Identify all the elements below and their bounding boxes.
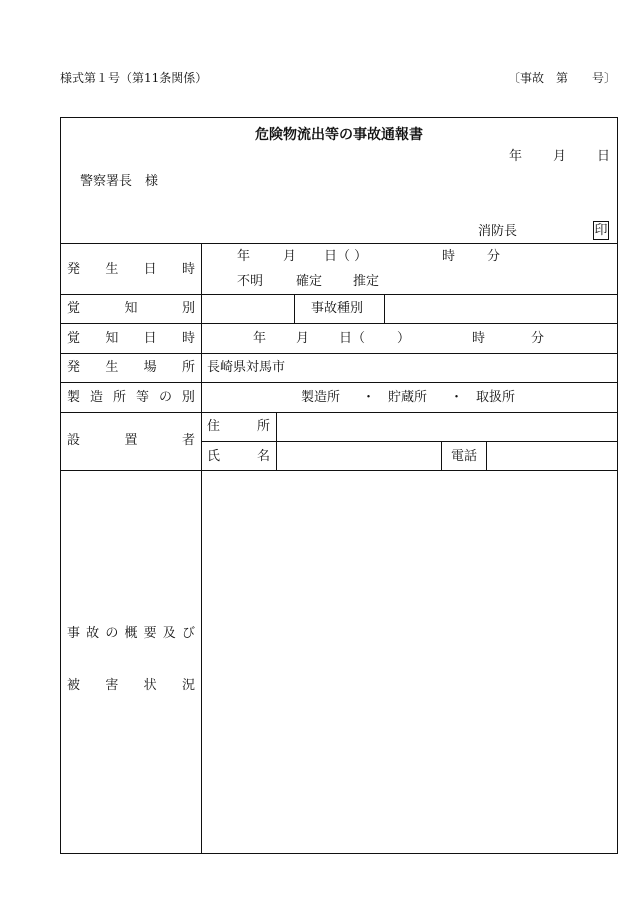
divider — [441, 441, 442, 470]
option-manufacturing[interactable]: 製造所 — [301, 390, 341, 405]
date-month: 月 — [553, 149, 567, 164]
addressee: 警察署長 様 — [80, 174, 159, 189]
awareness-month: 月 — [296, 331, 310, 346]
accident-type-label: 事故種別 — [311, 301, 364, 316]
seal-box: 印 — [594, 223, 608, 238]
phone-label: 電話 — [451, 449, 478, 464]
name-label: 氏 名 — [207, 449, 270, 464]
sender: 消防長 — [478, 224, 518, 239]
form-number: 様式第１号（第11条関係） — [60, 71, 208, 85]
divider — [60, 323, 618, 324]
divider — [60, 294, 618, 295]
option-handling[interactable]: 取扱所 — [476, 390, 516, 405]
awareness-year: 年 — [253, 331, 267, 346]
address-label: 住 所 — [207, 419, 270, 434]
divider — [294, 294, 295, 323]
occurrence-year: 年 — [237, 249, 251, 264]
option-separator: ・ — [362, 390, 376, 405]
option-unknown[interactable]: 不明 — [237, 274, 264, 289]
summary-label-line2: 被 害 状 況 — [67, 678, 195, 693]
case-number: 〔事故 第 号〕 — [508, 71, 617, 85]
awareness-hour: 時 — [472, 331, 486, 346]
occurrence-hour: 時 — [442, 249, 456, 264]
divider — [486, 441, 487, 470]
address-field[interactable] — [278, 413, 616, 440]
occurrence-datetime-label: 発 生 日 時 — [67, 262, 195, 277]
divider — [60, 243, 618, 244]
awareness-paren-close: ） — [397, 331, 411, 346]
phone-field[interactable] — [488, 442, 616, 469]
occurrence-minute: 分 — [487, 249, 501, 264]
location-value[interactable]: 長崎県対馬市 — [207, 360, 286, 375]
name-field[interactable] — [278, 442, 440, 469]
awareness-type-label: 覚 知 別 — [67, 301, 195, 316]
date-year: 年 — [509, 149, 523, 164]
occurrence-month: 月 — [283, 249, 297, 264]
location-label: 発 生 場 所 — [67, 360, 195, 375]
divider — [60, 470, 618, 471]
label-column-divider — [201, 243, 202, 854]
divider — [384, 294, 385, 323]
option-separator: ・ — [450, 390, 464, 405]
document-title: 危険物流出等の事故通報書 — [255, 127, 423, 143]
awareness-datetime-label: 覚 知 日 時 — [67, 331, 195, 346]
date-day: 日 — [597, 149, 611, 164]
divider — [60, 382, 618, 383]
facility-type-label: 製 造 所 等 の 別 — [67, 390, 195, 405]
divider — [60, 353, 618, 354]
divider — [276, 412, 277, 470]
summary-label-line1: 事 故 の 概 要 及 び — [67, 626, 195, 641]
option-confirmed[interactable]: 確定 — [296, 274, 323, 289]
summary-field[interactable] — [203, 472, 616, 852]
installer-label: 設 置 者 — [67, 433, 195, 448]
occurrence-day: 日（ ） — [324, 249, 368, 264]
option-storage[interactable]: 貯蔵所 — [388, 390, 428, 405]
option-estimated[interactable]: 推定 — [353, 274, 380, 289]
awareness-day: 日（ — [339, 331, 366, 346]
awareness-minute: 分 — [531, 331, 545, 346]
